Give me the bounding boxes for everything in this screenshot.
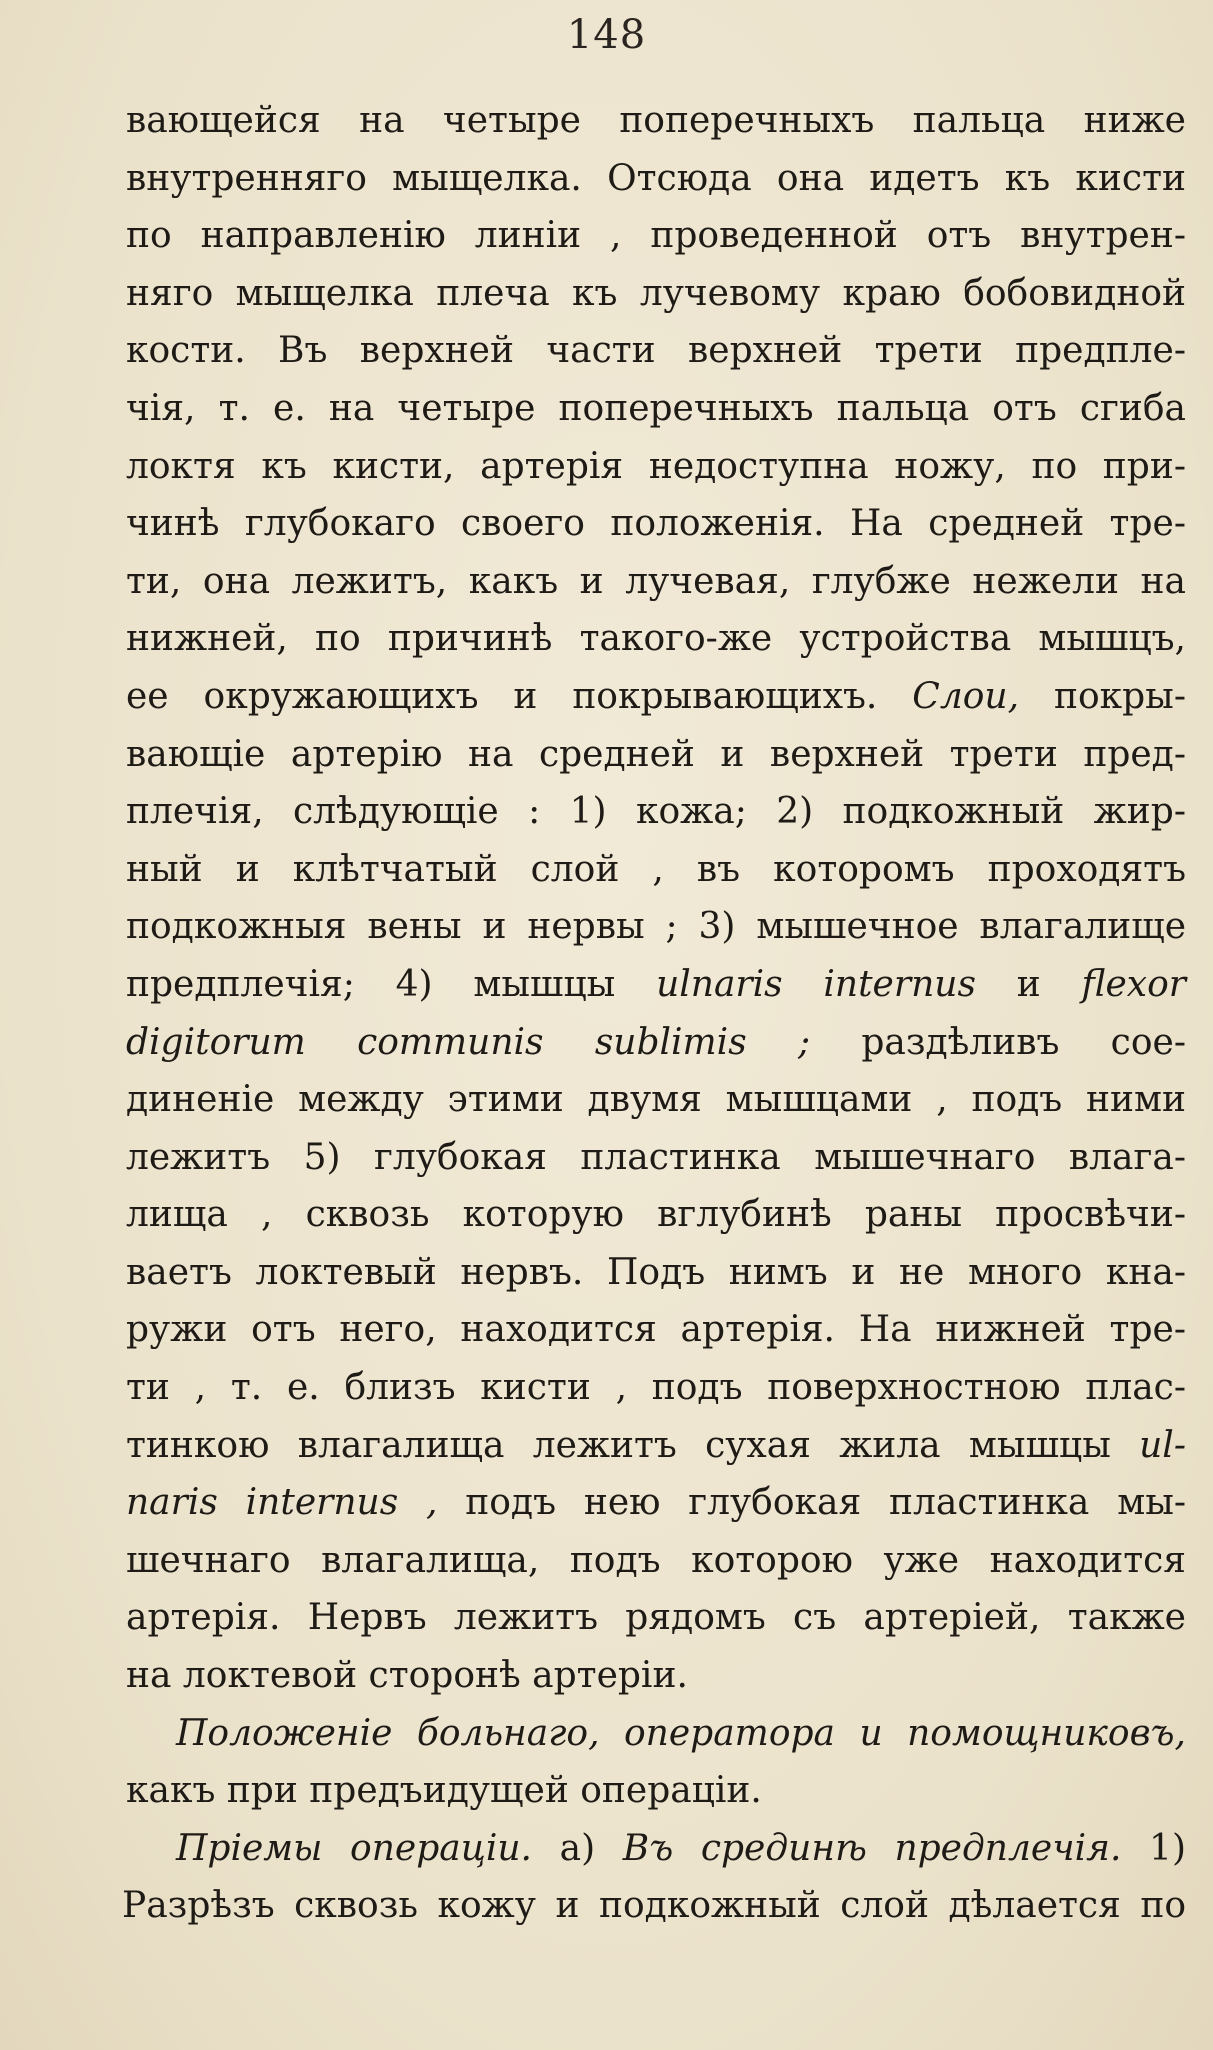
line-text: какъ при предъидущей операціи. [126, 1770, 762, 1812]
text-line [126, 1647, 1186, 1705]
line-text: лежитъ 5) глубокая пластинка мышечнаго влага- [126, 1136, 1186, 1178]
line-text: вающіе артерію на средней и верхней трети пред- [126, 733, 1186, 775]
text-line [126, 1186, 1186, 1244]
text-line [126, 150, 1186, 208]
text-line [126, 1071, 1186, 1129]
text-line [126, 1820, 1186, 1878]
italic-text: digitorum communis sublimis ; [126, 1021, 811, 1063]
italic-text: flexor [1081, 963, 1186, 1005]
text-line [126, 1244, 1186, 1302]
text-line [126, 1762, 1186, 1820]
line-text: нижней, по причинѣ такого-же устройства мышцъ, [126, 618, 1186, 660]
line-text: а) [532, 1827, 623, 1869]
line-text: локтя къ кисти, артерія недоступна ножу, по при- [126, 445, 1186, 487]
body-text [122, 92, 1187, 1935]
italic-text: Пріемы операціи. [176, 1827, 532, 1869]
text-line [126, 92, 1186, 150]
text-line [126, 265, 1186, 323]
italic-text: Положеніе больнаго, оператора и помощниковъ, [176, 1712, 1186, 1754]
text-line [126, 1705, 1186, 1763]
line-text: чинѣ глубокаго своего положенія. На средней тре- [126, 503, 1186, 545]
line-text: плечія, слѣдующіе : 1) кожа; 2) подкожный жир- [126, 791, 1186, 833]
text-line [126, 322, 1186, 380]
line-text: внутренняго мыщелка. Отсюда она идетъ къ кисти [126, 157, 1186, 199]
text-line [126, 1532, 1186, 1590]
line-text: подъ нею глубокая пластинка мы- [437, 1482, 1187, 1524]
text-line [126, 783, 1186, 841]
line-text: подкожныя вены и нервы ; 3) мышечное влагалище [126, 906, 1186, 948]
line-text: тинкою влагалища лежитъ сухая жила мышцы [126, 1424, 1140, 1466]
text-line [126, 1129, 1186, 1187]
text-line [126, 726, 1186, 784]
line-text: артерія. Нервъ лежитъ рядомъ съ артеріей, также [126, 1597, 1186, 1639]
text-line [122, 1877, 1186, 1935]
line-text: вающейся на четыре поперечныхъ пальца ниже [126, 100, 1186, 141]
italic-text: ulnaris internus [656, 963, 976, 1005]
line-text: на локтевой сторонѣ артеріи. [126, 1655, 688, 1697]
text-line [126, 1359, 1186, 1417]
text-line [126, 495, 1186, 553]
text-line [126, 438, 1186, 496]
text-line [126, 380, 1186, 438]
line-text: шечнаго влагалища, подъ которою уже находится [126, 1539, 1186, 1581]
line-text: ее окружающихъ и покрывающихъ. [126, 675, 913, 717]
line-text: предплечія; 4) мышцы [126, 963, 657, 1005]
line-text: ти , т. е. близъ кисти , подъ поверхностною плас- [126, 1367, 1186, 1409]
text-line [126, 1301, 1186, 1359]
line-text: и [975, 963, 1082, 1005]
text-line [126, 841, 1186, 899]
text-line [126, 1417, 1186, 1475]
page-number: 148 [566, 12, 647, 58]
line-text: раздѣливъ сое- [810, 1021, 1186, 1063]
line-text: чія, т. е. на четыре поперечныхъ пальца отъ сгиба [126, 387, 1186, 429]
text-line [126, 207, 1186, 265]
text-line [126, 668, 1186, 726]
line-text: ваетъ локтевый нервъ. Подъ нимъ и не много кна- [126, 1251, 1186, 1293]
text-line [126, 1589, 1186, 1647]
line-text: Разрѣзъ сквозь кожу и подкожный слой дѣлается по [122, 1885, 1186, 1927]
text-line [126, 898, 1186, 956]
text-line [126, 1474, 1186, 1532]
text-line [126, 610, 1186, 668]
italic-text: ul- [1139, 1424, 1186, 1466]
text-line [126, 956, 1186, 1014]
line-text: ружи отъ него, находится артерія. На нижней тре- [126, 1309, 1186, 1351]
line-text: покры- [1019, 675, 1186, 717]
line-text: по направленію линіи , проведенной отъ внутрен- [126, 215, 1186, 257]
line-text: няго мыщелка плеча къ лучевому краю бобовидной [126, 272, 1186, 314]
line-text: диненіе между этими двумя мышцами , подъ ними [126, 1079, 1186, 1121]
line-text: кости. Въ верхней части верхней трети предпле- [126, 330, 1186, 372]
italic-text: naris internus , [126, 1482, 438, 1524]
line-text: лища , сквозь которую вглубинѣ раны просвѣчи- [126, 1194, 1186, 1236]
text-line [126, 1014, 1186, 1072]
text-line [126, 553, 1186, 611]
line-text: ти, она лежитъ, какъ и лучевая, глубже нежели на [126, 560, 1186, 602]
line-text: 1) [1121, 1827, 1186, 1869]
italic-text: Въ срединѣ предплечія. [622, 1827, 1122, 1869]
line-text: ный и клѣтчатый слой , въ которомъ проходятъ [126, 848, 1186, 890]
italic-text: Слои, [912, 675, 1020, 717]
